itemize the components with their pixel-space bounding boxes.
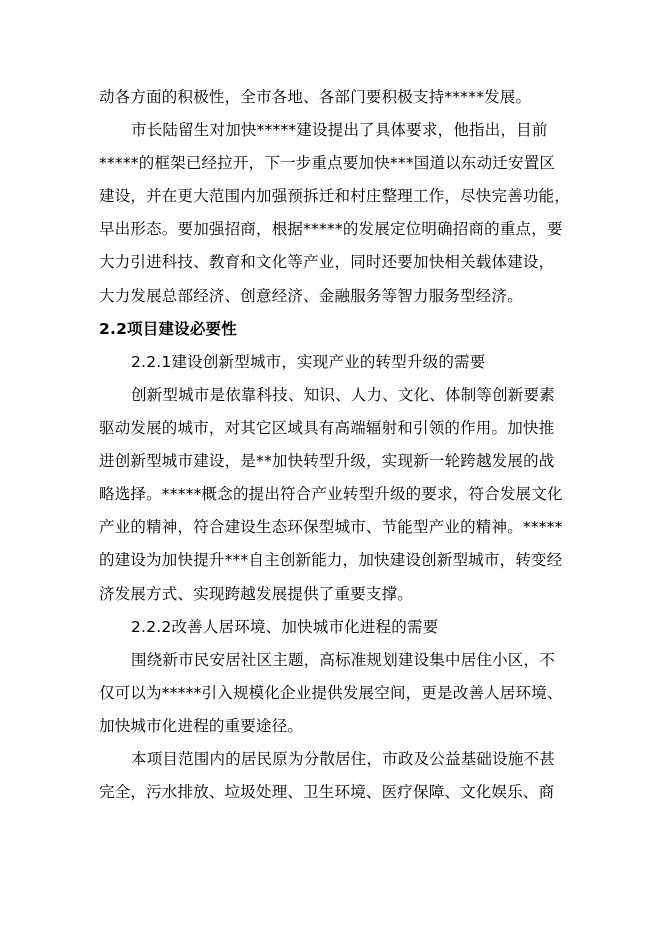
section-heading-2-2: 2.2项目建设必要性 xyxy=(99,320,237,338)
text-line-7: 大力发展总部经济、创意经济、金融服务等智力服务型经济。 xyxy=(99,287,523,305)
text-line-3: *****的框架已经拉开，下一步重点要加快***国道以东动迁安置区 xyxy=(99,154,556,172)
text-line-20: 加快城市化进程的重要途径。 xyxy=(99,717,304,735)
text-line-16: 济发展方式、实现跨越发展提供了重要支撑。 xyxy=(99,585,414,603)
text-line-6: 大力引进科技、教育和文化等产业，同时还要加快相关载体建设， xyxy=(99,253,555,271)
text-line-19: 仅可以为*****引入规模化企业提供发展空间，更是改善人居环境、 xyxy=(99,684,563,702)
subsection-heading-2-2-2: 2.2.2改善人居环境、加快城市化进程的需要 xyxy=(131,618,439,636)
text-line-18: 围绕新市民安居社区主题，高标准规划建设集中居住小区，不 xyxy=(131,651,555,669)
text-line-1: 动各方面的积极性，全市各地、各部门要积极支持*****发展。 xyxy=(99,88,532,106)
text-line-14: 产业的精神，符合建设生态环保型城市、节能型产业的精神。***** xyxy=(99,518,563,536)
subsection-heading-2-2-1: 2.2.1建设创新型城市，实现产业的转型升级的需要 xyxy=(131,353,486,371)
text-line-12: 进创新型城市建设，是**加快转型升级，实现新一轮跨越发展的战 xyxy=(99,452,555,470)
text-line-5: 早出形态。要加强招商，根据*****的发展定位明确招商的重点，要 xyxy=(99,220,563,238)
text-line-21: 本项目范围内的居民原为分散居住，市政及公益基础设施不甚 xyxy=(131,750,555,768)
text-line-15: 的建设为加快提升***自主创新能力，加快建设创新型城市，转变经 xyxy=(99,551,563,569)
text-line-22: 完全，污水排放、垃圾处理、卫生环境、医疗保障、文化娱乐、商 xyxy=(99,783,555,801)
text-line-4: 建设，并在更大范围内加强预拆迁和村庄整理工作，尽快完善功能， xyxy=(99,187,571,205)
text-line-11: 驱动发展的城市，对其它区域具有高端辐射和引领的作用。加快推 xyxy=(99,419,555,437)
text-line-13: 略选择。*****概念的提出符合产业转型升级的要求，符合发展文化 xyxy=(99,485,563,503)
text-line-2: 市长陆留生对加快*****建设提出了具体要求，他指出，目前 xyxy=(131,121,548,139)
text-line-10: 创新型城市是依靠科技、知识、人力、文化、体制等创新要素 xyxy=(131,386,555,404)
